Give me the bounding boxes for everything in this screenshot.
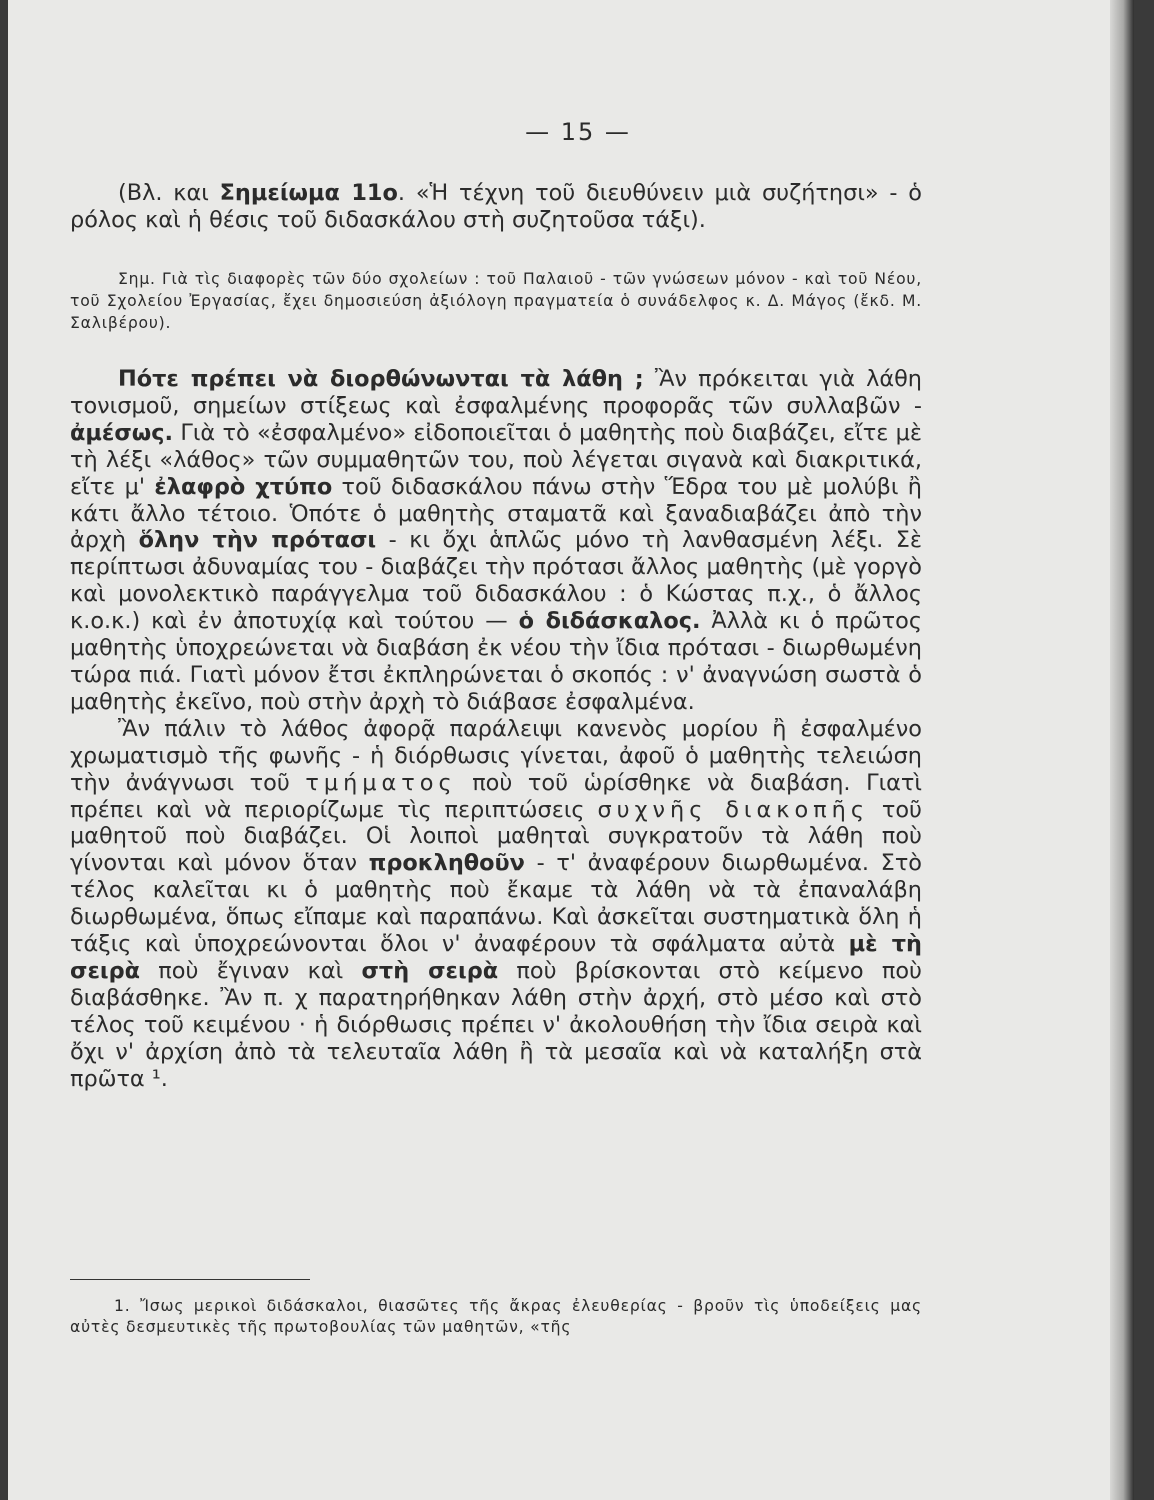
- text-run: Ἀλλὰ κι ὁ πρῶτος μαθητὴς ὑποχρεώνεται νὰ διαβάση ἐκ νέου τὴν ἴδια πρότασι - διωρθωμένη τώρα πιά. Γιατὶ μόνον ἔτσι ἐκπληρώνεται ὁ σκοπός : ν' ἀναγνώση σωστὰ ὁ μαθητὴς ἐκεῖνο, ποὺ στὴν ἀρχὴ τὸ διάβασε ἐσφαλμένα.: [70, 608, 923, 715]
- text-run: τοῦ μαθητοῦ ποὺ διαβάζει. Οἱ λοιποὶ μαθηταὶ συγκρατοῦν τὰ λάθη ποὺ γίνονται καὶ μόνον ὅταν: [70, 796, 922, 877]
- footnote: 1. Ἴσως μερικοὶ διδάσκαλοι, θιασῶτες τῆς ἄκρας ἐλευθερίας - βροῦν τὶς ὑποδείξεις μας αὐτὲς δεσμευτικὲς τῆς πρωτοβουλίας τῶν μαθητῶν, «τῆς: [70, 1297, 922, 1336]
- intro-paragraph: [70, 180, 922, 234]
- bold-run: στὴ σειρὰ: [361, 957, 499, 984]
- page-binding-edge: [1110, 0, 1134, 1500]
- bold-run: προκληθοῦν: [368, 850, 525, 877]
- text-run: τοῦ διδασκάλου πάνω στὴν Ἕδρα του μὲ μολύβι ἢ κάτι ἄλλο τέτοιο. Ὁπότε ὁ μαθητὴς σταματᾶ καὶ ξαναδιαβάζει ἀπὸ τὴν ἀρχὴ: [70, 473, 922, 554]
- scanned-page: [8, 0, 1134, 1500]
- text-run: Γιὰ τὸ «ἐσφαλμένο» εἰδοποιεῖται ὁ μαθητὴς ποὺ διαβάζει, εἴτε μὲ τὴ λέξι «λάθος» τῶν συμμαθητῶν του, ποὺ λέγεται σιγανὰ καὶ διακριτικά, εἴτε μ': [70, 419, 922, 500]
- note-paragraph: Σημ. Γιὰ τὶς διαφορὲς τῶν δύο σχολείων : τοῦ Παλαιοῦ - τῶν γνώσεων μόνον - καὶ τοῦ Νέου, τοῦ Σχολείου Ἐργασίας, ἔχει δημοσιεύση ἀξιόλογη πραγματεία ὁ συνάδελφος κ. Δ. Μάγος (ἔκδ. Μ. Σαλιβέρου).: [70, 270, 922, 332]
- text-run: Ἂν πάλιν τὸ λάθος ἀφορᾷ παράλειψι κανενὸς μορίου ἢ ἐσφαλμένο χρωματισμὸ τῆς φωνῆς - ἡ διόρθωσις γίνεται, ἀφοῦ ὁ μαθητὴς τελειώση τὴν ἀνάγνωσι τοῦ: [70, 715, 922, 796]
- page-number: — 15 —: [525, 118, 631, 146]
- bold-run: ἀμέσως.: [70, 419, 173, 446]
- intro-text-2: . «Ἡ τέχνη τοῦ διευθύνειν μιὰ συζήτησι» - ὁ ρόλος καὶ ἡ θέσις τοῦ διδασκάλου στὴ συζητοῦσα τάξι).: [70, 180, 923, 233]
- text-run: ποὺ τοῦ ὡρίσθηκε νὰ διαβάση. Γιατὶ πρέπει καὶ νὰ περιορίζωμε τὶς περιπτώσεις: [70, 769, 922, 823]
- text-run: - τ' ἀναφέρουν διωρθωμένα. Στὸ τέλος καλεῖται κι ὁ μαθητὴς ποὺ ἔκαμε τὰ λάθη νὰ τὰ ἐπαναλάβη διωρθωμένα, ὅπως εἴπαμε καὶ παραπάνω. Καὶ ἀσκεῖται συστηματικὰ ὅλη ἡ τάξις καὶ ὑποχρεώνονται ὅλοι ν' ἀναφέρουν τὰ σφάλματα αὐτὰ: [70, 850, 922, 958]
- bold-run: ἐλαφρὸ χτύπο: [154, 473, 333, 500]
- paragraph-1: [70, 366, 922, 716]
- text-run: ποὺ ἔγιναν καὶ: [140, 957, 362, 984]
- bold-run: μὲ τὴ σειρὰ: [70, 931, 922, 984]
- bold-run: ὁ διδάσκαλος.: [518, 608, 701, 635]
- spaced-run: συχνῆς διακοπῆς: [597, 796, 869, 823]
- text-run: Ἂν πρόκειται γιὰ λάθη τονισμοῦ, σημείων στίξεως καὶ ἐσφαλμένης προφορᾶς τῶν συλλαβῶν -: [70, 366, 922, 419]
- intro-text-1: (Βλ. και: [118, 180, 220, 206]
- footnote-rule: [70, 1279, 310, 1280]
- text-run: ποὺ βρίσκονται στὸ κείμενο ποὺ διαβάσθηκε. Ἂν π. χ παρατηρήθηκαν λάθη στὴν ἀρχή, στὸ μέσο καὶ στὸ τέλος τοῦ κειμένου · ἡ διόρθωσις πρέπει ν' ἀκολουθήση τὴν ἴδια σειρὰ καὶ ὄχι ν' ἀρχίση ἀπὸ τὰ τελευταῖα λάθη ἢ τὰ μεσαῖα καὶ νὰ καταλήξη στὰ πρῶτα ¹.: [70, 957, 922, 1092]
- bold-run: ὅλην τὴν πρότασι: [138, 527, 377, 554]
- section-heading: Πότε πρέπει νὰ διορθώνωνται τὰ λάθη ;: [118, 366, 644, 392]
- paragraph-2: [70, 716, 922, 1093]
- intro-bold-ref: Σημείωμα 11ο: [219, 180, 398, 206]
- text-run: - κι ὄχι ἁπλῶς μόνο τὴ λανθασμένη λέξι. Σὲ περίπτωσι ἀδυναμίας του - διαβάζει τὴν πρότασι ἄλλος μαθητὴς (μὲ γοργὸ καὶ μονολεκτικὸ παράγγελμα τοῦ διδασκάλου : ὁ Κώστας π.χ., ὁ ἄλλος κ.ο.κ.) καὶ ἐν ἀποτυχίᾳ καὶ τούτου —: [70, 527, 922, 635]
- spaced-run: τμήματος: [305, 769, 457, 796]
- main-text: [70, 366, 922, 1092]
